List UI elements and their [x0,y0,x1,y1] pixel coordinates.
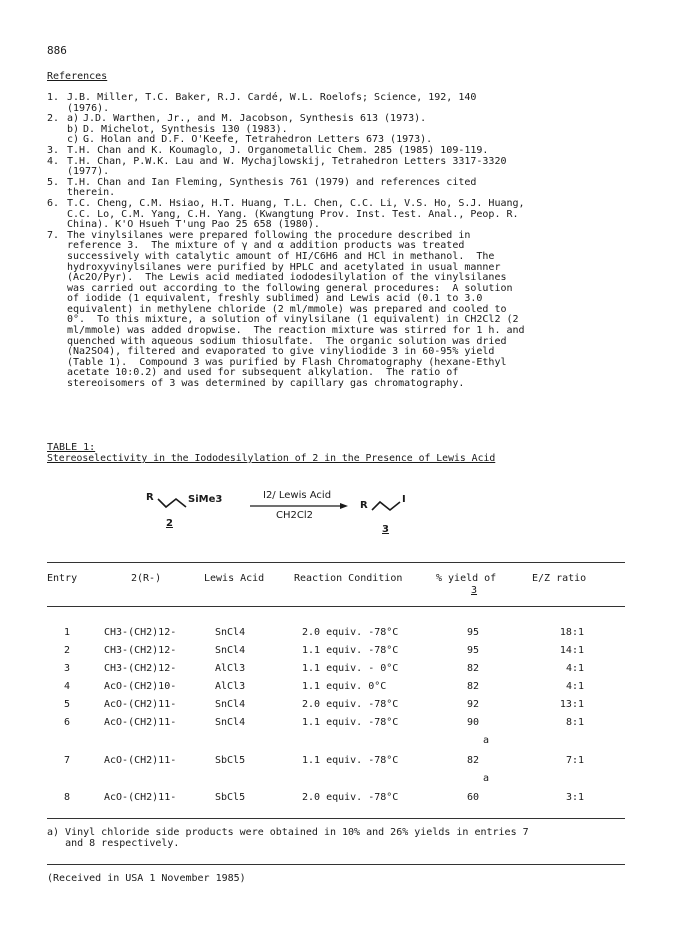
cell-substituent: CH3-(CH2)12- [104,663,177,674]
cell-ratio: 14:1 [559,645,584,656]
cell-lewis-acid: SnCl4 [215,627,246,638]
header-entry: Entry [47,573,78,584]
received-date: (Received in USA 1 November 1985) [47,873,246,884]
cell-substituent: AcO-(CH2)11- [104,699,177,710]
reference-number: 6. [47,197,60,209]
cell-lewis-acid: SnCl4 [215,717,246,728]
reference-1 [47,93,627,114]
product-group: I [402,494,406,505]
reference-5 [47,178,627,199]
header-ratio: E/Z ratio [532,573,587,584]
cell-substituent: AcO-(CH2)11- [104,792,177,803]
reference-text: T.C. Cheng, C.M. Hsiao, H.T. Huang, T.L. Chen, C.C. Li, V.S. Ho, S.J. Huang, C.C. Lo, C.M. Yang, C.H. Yang. (Kwangtung Prov. Inst. Test. Anal., Peop. R. China). K'O Hsueh T'ung Pao 25 658 (1980). [67,197,525,231]
received-rule [47,864,625,865]
reference-6 [47,199,627,231]
header-yield: % yield of [436,573,497,584]
cell-ratio: 8:1 [565,717,584,728]
cell-lewis-acid: SbCl5 [215,755,246,766]
cell-ratio: 18:1 [559,627,584,638]
cell-entry: 5 [64,699,71,710]
cell-condition: 1.1 equiv. -78°C [302,755,399,766]
header-condition: Reaction Condition [294,573,403,584]
reactant-number: 2 [166,518,173,529]
reference-7 [47,231,627,390]
reference-text: T.H. Chan, P.W.K. Lau and W. Mychajlowskij, Tetrahedron Letters 3317-3320 (1977). [67,155,507,178]
table-footnote: a) Vinyl chloride side products were obtained in 10% and 26% yields in entries 7 and 8 respectively. [47,827,529,849]
cell-lewis-acid: SnCl4 [215,645,246,656]
reactant-r: R [146,492,154,503]
cell-ratio: 4:1 [565,663,584,674]
product-number: 3 [382,524,389,535]
cell-yield: 95 [467,627,480,638]
cell-entry: 3 [64,663,71,674]
cell-substituent: CH3-(CH2)12- [104,627,177,638]
cell-yield: 90 [467,717,480,728]
sub-letter: a) [67,113,80,125]
reference-number: 2. [47,113,60,125]
footnote-marker: a [483,773,490,784]
cell-yield: 82 [467,681,480,692]
cell-condition: 1.1 equiv. -78°C [302,645,399,656]
cell-lewis-acid: AlCl3 [215,663,246,674]
reference-text: T.H. Chan and K. Koumaglo, J. Organometallic Chem. 285 (1985) 109-119. [67,144,489,156]
cell-substituent: CH3-(CH2)12- [104,645,177,656]
cell-condition: 1.1 equiv. 0°C [302,681,387,692]
reference-text: T.H. Chan and Ian Fleming, Synthesis 761 (1979) and references cited therein. [67,176,477,199]
reference-text: G. Holan and D.F. O'Keefe, Tetrahedron Letters 673 (1973). [83,134,433,146]
cell-entry: 7 [64,755,71,766]
cell-entry: 1 [64,627,71,638]
product-chain [372,502,400,510]
reference-3 [47,146,627,157]
product-r: R [360,500,368,511]
cell-entry: 2 [64,645,71,656]
cell-yield: 92 [467,699,480,710]
header-rule [47,606,625,607]
cell-yield: 60 [467,792,480,803]
cell-yield: 95 [467,645,480,656]
cell-substituent: AcO-(CH2)11- [104,755,177,766]
cell-entry: 4 [64,681,71,692]
table-label: TABLE 1: [47,442,96,453]
reference-number: 5. [47,176,60,188]
reactant-chain [158,499,186,507]
cell-condition: 1.1 equiv. - 0°C [302,663,399,674]
cell-condition: 2.0 equiv. -78°C [302,792,399,803]
header-r: 2(R-) [131,573,162,584]
cell-ratio: 7:1 [565,755,584,766]
page-number: 886 [47,44,67,57]
reaction-scheme [130,485,450,555]
cell-lewis-acid: SbCl5 [215,792,246,803]
header-lewis-acid: Lewis Acid [204,573,265,584]
cell-ratio: 4:1 [565,681,584,692]
cell-condition: 2.0 equiv. -78°C [302,699,399,710]
cell-ratio: 3:1 [565,792,584,803]
table-bottom-rule [47,818,625,819]
reagent-top: I2/ Lewis Acid [263,490,332,501]
cell-lewis-acid: SnCl4 [215,699,246,710]
table-top-rule [47,562,625,563]
references-heading: References [47,71,108,82]
cell-condition: 1.1 equiv. -78°C [302,717,399,728]
cell-substituent: AcO-(CH2)10- [104,681,177,692]
references-list [47,93,627,390]
reference-text: J.B. Miller, T.C. Baker, R.J. Cardé, W.L. Roelofs; Science, 192, 140 (1976). [67,92,477,114]
reference-number: 1. [47,92,60,103]
cell-condition: 2.0 equiv. -78°C [302,627,399,638]
cell-yield: 82 [467,755,480,766]
reference-number: 4. [47,155,60,167]
reference-text: D. Michelot, Synthesis 130 (1983). [83,123,288,135]
reference-2 [47,114,627,146]
reference-number: 7. [47,229,60,241]
reactant-group: SiMe3 [188,494,223,505]
sub-letter: b) [67,123,80,135]
reference-number: 3. [47,144,60,156]
cell-lewis-acid: AlCl3 [215,681,246,692]
reagent-bottom: CH2Cl2 [276,510,313,521]
reference-text: J.D. Warthen, Jr., and M. Jacobson, Synthesis 613 (1973). [83,113,427,125]
cell-yield: 82 [467,663,480,674]
reference-4 [47,157,627,178]
arrow-head-icon [340,503,348,509]
sub-letter: c) [67,134,80,146]
table-caption: Stereoselectivity in the Iododesilylation of 2 in the Presence of Lewis Acid [47,453,496,464]
header-yield-compound: 3 [471,585,478,596]
footnote-marker: a [483,735,490,746]
cell-entry: 6 [64,717,71,728]
cell-entry: 8 [64,792,71,803]
reference-text: The vinylsilanes were prepared following the procedure described in reference 3. The mixture of γ and α addition products was treated successively with catalytic amount of HI/C6H6 and HCl in methanol. The hydroxyvinylsilanes were purified by HPLC and acetylated in usual manner (Ac2O/Pyr). The Lewis acid mediated iododesilylation of the vinylsilanes was carried out according to the following general procedures: A solution of iodide (1 equivalent, freshly sublimed) and Lewis acid (0.1 to 3.0 equivalent) in methylene chloride (2 ml/mmole) was prepared and cooled to 0°. To this mixture, a solution of vinylsilane (1 equivalent) in CH2Cl2 (2 ml/mmole) was added dropwise. The reaction mixture was stirred for 1 h. and quenched with aqueous sodium thiosulfate. The organic solution was dried (Na2SO4), filtered and evaporated to give vinyliodide 3 in 60-95% yield (Table 1). Compound 3 was purified by Flash Chromatography (hexane-Ethyl acetate 10:0.2) and used for subsequent alkylation. The ratio of stereoisomers of 3 was determined by capillary gas chromatography. [67,229,525,390]
cell-ratio: 13:1 [559,699,584,710]
cell-substituent: AcO-(CH2)11- [104,717,177,728]
